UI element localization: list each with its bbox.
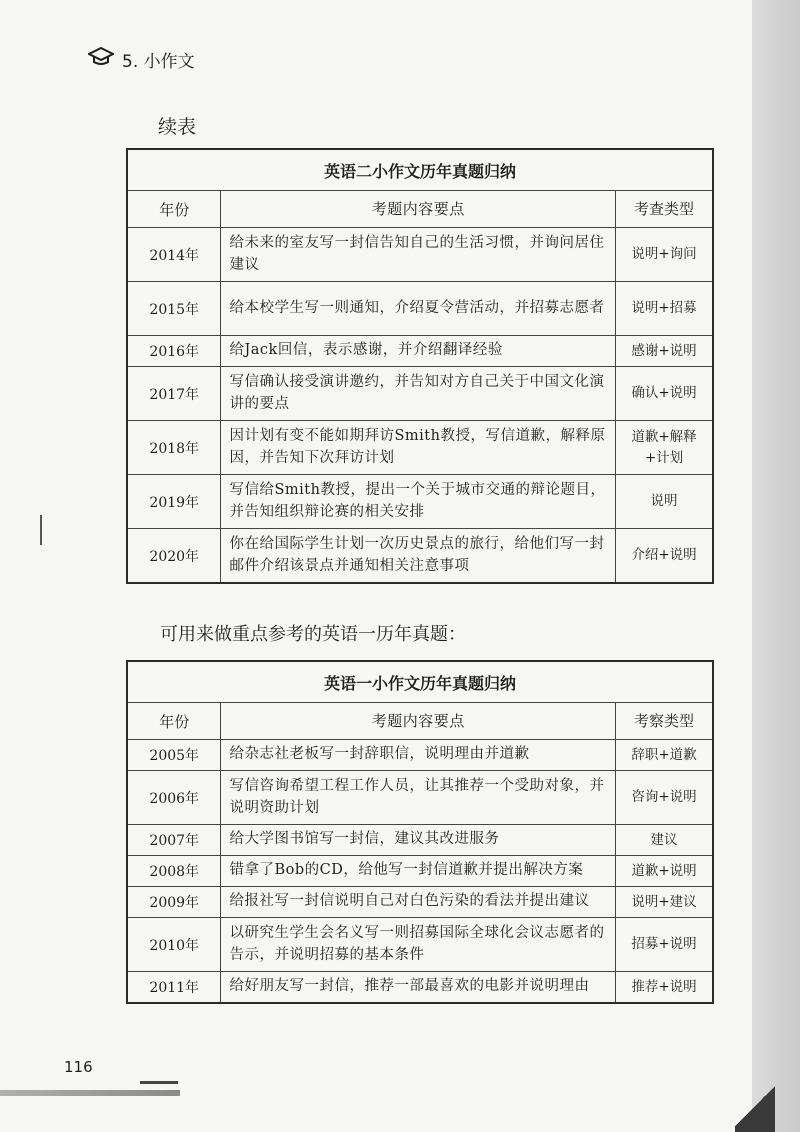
row-year: 2018年 bbox=[127, 421, 221, 475]
table-row bbox=[127, 529, 713, 584]
row-year: 2016年 bbox=[127, 336, 221, 367]
row-type: 道歉+说明 bbox=[616, 856, 713, 887]
row-point: 给未来的室友写一封信告知自己的生活习惯，并询问居住建议 bbox=[221, 228, 616, 282]
table-row bbox=[127, 336, 713, 367]
table-row bbox=[127, 367, 713, 421]
table-row bbox=[127, 918, 713, 972]
row-year: 2006年 bbox=[127, 771, 221, 825]
continued-table-label: 续表 bbox=[158, 116, 197, 138]
row-type: 建议 bbox=[616, 825, 713, 856]
table-row bbox=[127, 740, 713, 771]
table-row bbox=[127, 771, 713, 825]
reference-intro: 可用来做重点参考的英语一历年真题： bbox=[160, 624, 466, 645]
row-year: 2005年 bbox=[127, 740, 221, 771]
row-year: 2019年 bbox=[127, 475, 221, 529]
row-point: 写信咨询希望工程工作人员，让其推荐一个受助对象，并说明资助计划 bbox=[221, 771, 616, 825]
column-header-year: 年份 bbox=[127, 703, 221, 740]
table-title: 英语一小作文历年真题归纳 bbox=[127, 661, 713, 703]
row-point: 以研究生学生会名义写一则招募国际全球化会议志愿者的告示，并说明招募的基本条件 bbox=[221, 918, 616, 972]
table-row bbox=[127, 825, 713, 856]
table-title: 英语二小作文历年真题归纳 bbox=[127, 149, 713, 191]
row-year: 2011年 bbox=[127, 972, 221, 1004]
footer-divider bbox=[140, 1081, 178, 1084]
page-corner bbox=[735, 1080, 775, 1132]
row-type: 确认+说明 bbox=[616, 367, 713, 421]
row-point: 给报社写一封信说明自己对白色污染的看法并提出建议 bbox=[221, 887, 616, 918]
row-point: 因计划有变不能如期拜访Smith教授，写信道歉，解释原因，并告知下次拜访计划 bbox=[221, 421, 616, 475]
graduation-cap-icon bbox=[88, 46, 114, 73]
row-point: 写信确认接受演讲邀约，并告知对方自己关于中国文化演讲的要点 bbox=[221, 367, 616, 421]
row-type: 招募+说明 bbox=[616, 918, 713, 972]
row-type: 辞职+道歉 bbox=[616, 740, 713, 771]
row-point: 给杂志社老板写一封辞职信，说明理由并道歉 bbox=[221, 740, 616, 771]
row-point: 写信给Smith教授，提出一个关于城市交通的辩论题目，并告知组织辩论赛的相关安排 bbox=[221, 475, 616, 529]
chapter-header bbox=[88, 46, 195, 73]
table-row bbox=[127, 475, 713, 529]
table-row bbox=[127, 282, 713, 336]
column-header-type: 考查类型 bbox=[616, 191, 713, 228]
row-year: 2010年 bbox=[127, 918, 221, 972]
row-type: 介绍+说明 bbox=[616, 529, 713, 584]
row-point: 给好朋友写一封信，推荐一部最喜欢的电影并说明理由 bbox=[221, 972, 616, 1004]
row-type: 咨询+说明 bbox=[616, 771, 713, 825]
table-row bbox=[127, 887, 713, 918]
column-header-point: 考题内容要点 bbox=[221, 703, 616, 740]
row-type: 说明+招募 bbox=[616, 282, 713, 336]
row-type: 推荐+说明 bbox=[616, 972, 713, 1004]
row-type: 感谢+说明 bbox=[616, 336, 713, 367]
page-shadow bbox=[752, 0, 800, 1132]
column-header-type: 考察类型 bbox=[616, 703, 713, 740]
row-year: 2015年 bbox=[127, 282, 221, 336]
row-type: 说明 bbox=[616, 475, 713, 529]
table-row bbox=[127, 972, 713, 1004]
english1-table bbox=[126, 660, 714, 1004]
row-year: 2007年 bbox=[127, 825, 221, 856]
row-point: 你在给国际学生计划一次历史景点的旅行，给他们写一封邮件介绍该景点并通知相关注意事项 bbox=[221, 529, 616, 584]
footer-bar bbox=[0, 1090, 180, 1096]
column-header-year: 年份 bbox=[127, 191, 221, 228]
table-row bbox=[127, 421, 713, 475]
page-number: 116 bbox=[64, 1058, 93, 1076]
english2-table bbox=[126, 148, 714, 584]
row-year: 2009年 bbox=[127, 887, 221, 918]
row-year: 2014年 bbox=[127, 228, 221, 282]
row-year: 2017年 bbox=[127, 367, 221, 421]
row-year: 2020年 bbox=[127, 529, 221, 584]
row-point: 给本校学生写一则通知，介绍夏令营活动，并招募志愿者 bbox=[221, 282, 616, 336]
chapter-title: 5. 小作文 bbox=[122, 52, 195, 72]
column-header-point: 考题内容要点 bbox=[221, 191, 616, 228]
row-type: 说明+建议 bbox=[616, 887, 713, 918]
row-point: 给Jack回信，表示感谢，并介绍翻译经验 bbox=[221, 336, 616, 367]
row-point: 错拿了Bob的CD，给他写一封信道歉并提出解决方案 bbox=[221, 856, 616, 887]
row-type: 说明+询问 bbox=[616, 228, 713, 282]
table-row bbox=[127, 856, 713, 887]
row-type: 道歉+解释+计划 bbox=[616, 421, 713, 475]
margin-mark bbox=[40, 515, 42, 545]
row-point: 给大学图书馆写一封信，建议其改进服务 bbox=[221, 825, 616, 856]
row-year: 2008年 bbox=[127, 856, 221, 887]
table-row bbox=[127, 228, 713, 282]
